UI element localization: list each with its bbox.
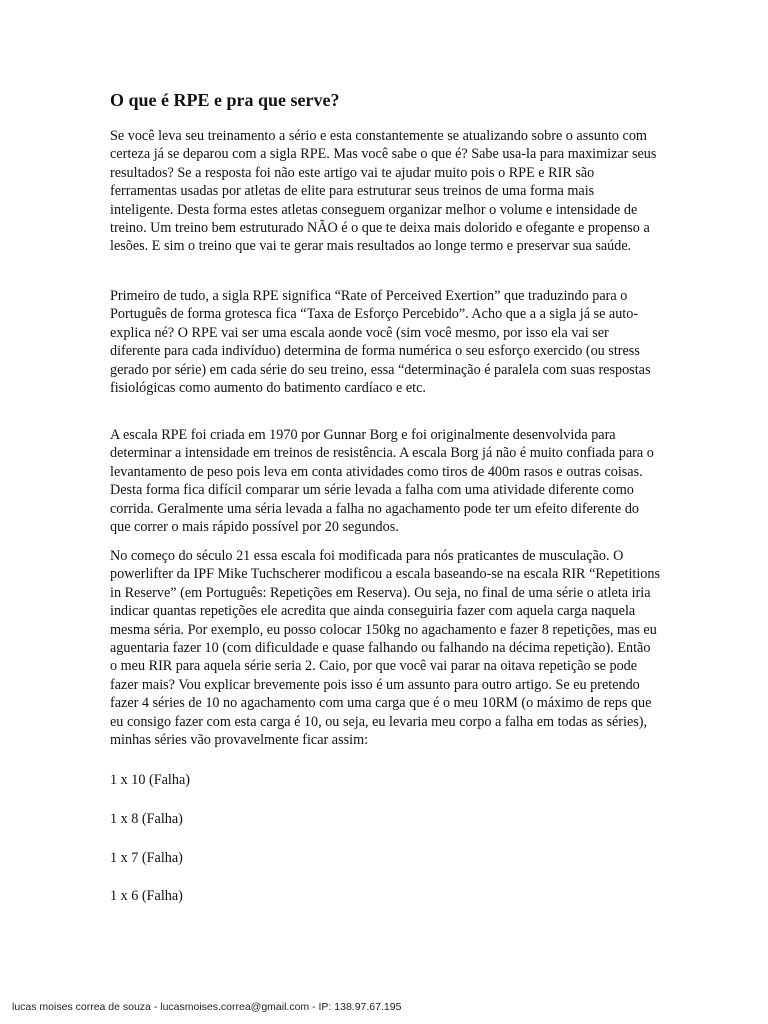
set-line-1: 1 x 10 (Falha) xyxy=(110,772,190,788)
paragraph-rir-scale: No começo do século 21 essa escala foi modificada para nós praticantes de musculação. O powerlifter da IPF Mike Tuchscherer modificou a escala baseando-se na escala RIR “Repetitions in Reserve” (em Português: Repetições em Reserva). Ou seja, no final de uma série o atleta iria indicar quantas repetições ele acredita que ainda conseguiria fazer com aquela carga naquela mesma séria. Por exemplo, eu posso colocar 150kg no agachamento e fazer 8 repetições, mas eu aguentaria fazer 10 (com dificuldade e quase falhando ou falhando na décima repetição). Então o meu RIR para aquela série seria 2. Caio, por que você vai parar na oitava repetição se pode fazer mais? Vou explicar brevemente pois isso é um assunto para outro artigo. Se eu pretendo fazer 4 séries de 10 no agachamento com uma carga que é o meu 10RM (o máximo de reps que eu consigo fazer com esta carga é 10, ou seja, eu levaria meu corpo a falha em todas as séries), minhas séries vão provavelmente ficar assim: xyxy=(110,548,660,749)
paragraph-borg-scale: A escala RPE foi criada em 1970 por Gunnar Borg e foi originalmente desenvolvida para determinar a intensidade em treinos de resistência. A escala Borg já não é muito confiada para o levantamento de peso pois leva em conta atividades como tiros de 400m rasos e outras coisas. Desta forma fica difícil comparar um série levada a falha com uma atividade diferente como corrida. Geralmente uma séria levada a falha no agachamento pode ter um efeito diferente do que correr o mais rápido possível por 20 segundos. xyxy=(110,427,654,536)
article-title: O que é RPE e pra que serve? xyxy=(110,90,340,110)
set-line-3: 1 x 7 (Falha) xyxy=(110,850,183,866)
footer-user-info: lucas moises correa de souza - lucasmoises.correa@gmail.com - IP: 138.97.67.195 xyxy=(12,1001,402,1013)
set-line-4: 1 x 6 (Falha) xyxy=(110,888,183,904)
paragraph-rpe-definition: Primeiro de tudo, a sigla RPE significa “Rate of Perceived Exertion” que traduzindo para o Português de forma grotesca fica “Taxa de Esforço Percebido”. Acho que a a sigla já se auto-explica né? O RPE vai ser uma escala aonde você (sim você mesmo, por isso ela vai ser diferente para cada indivíduo) determina de forma numérica o seu esforço exercido (ou stress gerado por série) em cada série do seu treino, essa “determinação é paralela com suas respostas fisiológicas como aumento do batimento cardíaco e etc. xyxy=(110,288,651,397)
paragraph-intro: Se você leva seu treinamento a sério e esta constantemente se atualizando sobre o assunto com certeza já se deparou com a sigla RPE. Mas você sabe o que é? Sabe usa-la para maximizar seus resultados? Se a resposta foi não este artigo vai te ajudar muito pois o RPE e RIR são ferramentas usadas por atletas de elite para estruturar seus treinos de uma forma mais inteligente. Desta forma estes atletas conseguem organizar melhor o volume e intensidade de treino. Um treino bem estruturado NÃO é o que te deixa mais dolorido e ofegante e propenso a lesões. E sim o treino que vai te gerar mais resultados ao longe termo e preservar sua saúde. xyxy=(110,128,657,255)
set-line-2: 1 x 8 (Falha) xyxy=(110,811,183,827)
